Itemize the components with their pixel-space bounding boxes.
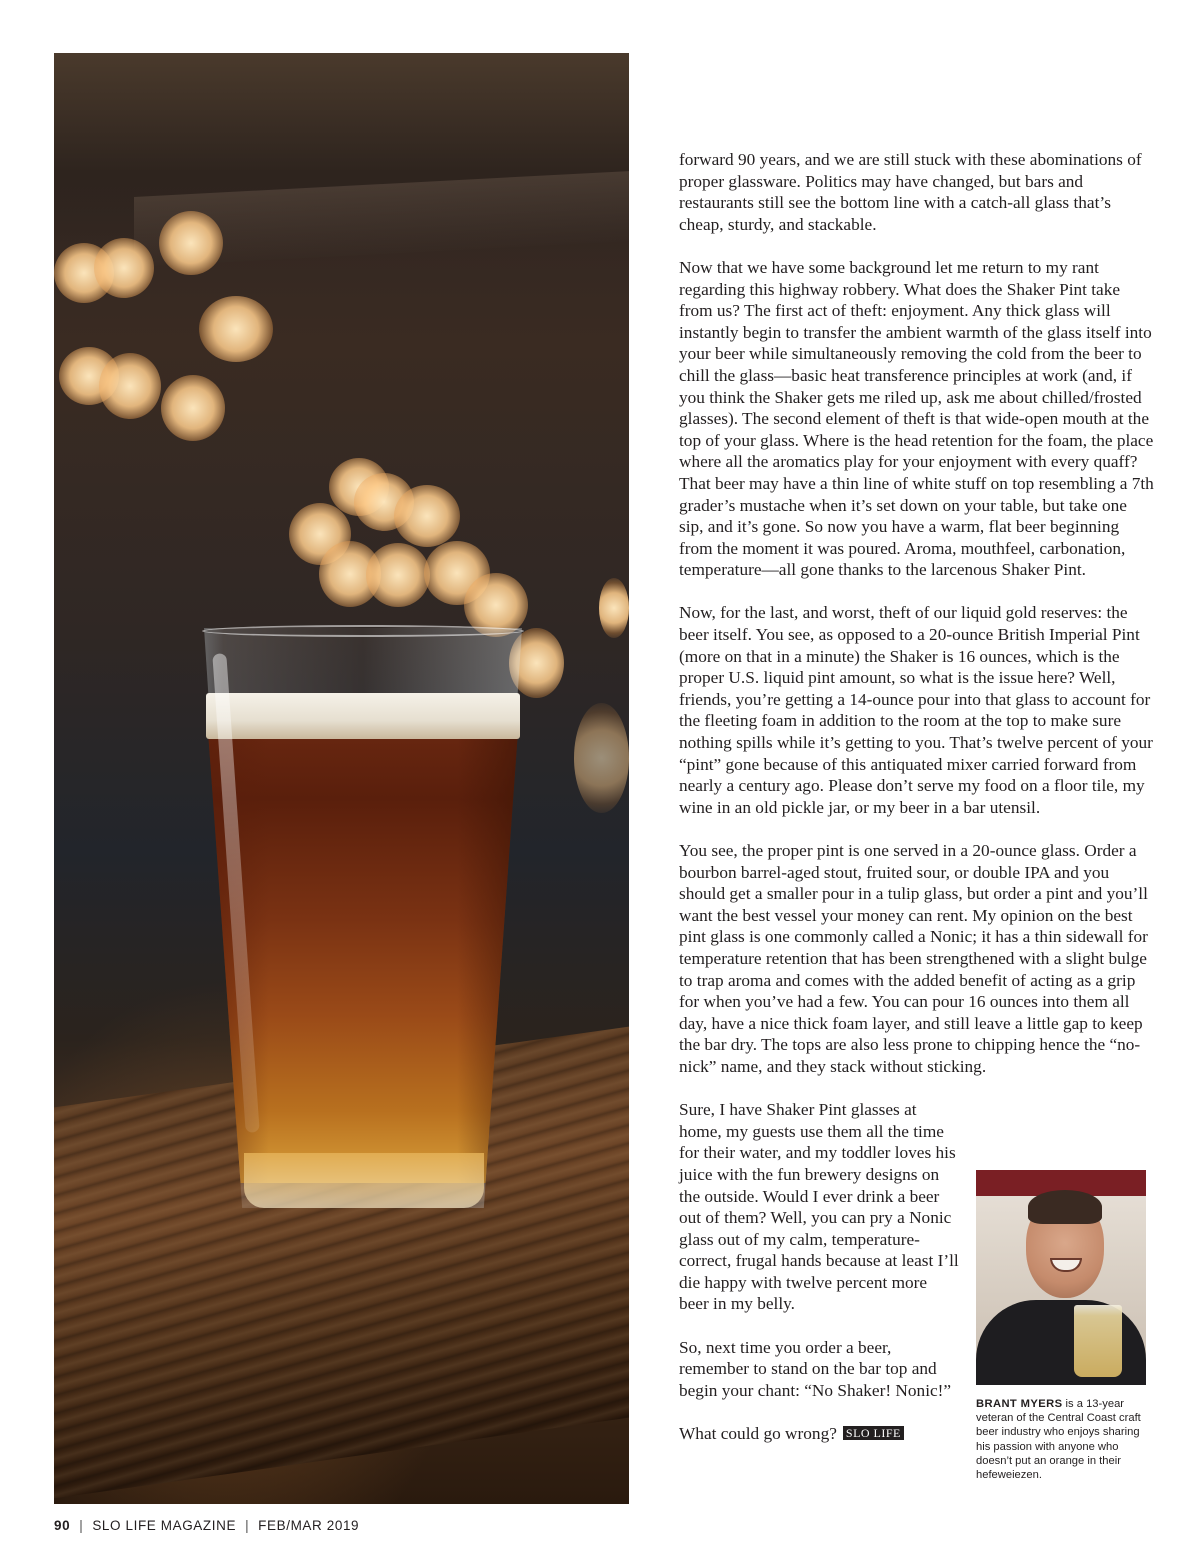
closing-text: What could go wrong?	[679, 1424, 837, 1444]
bokeh-light	[161, 375, 225, 441]
author-beer-glass	[1074, 1305, 1122, 1377]
slo-life-end-mark: SLO LIFE	[843, 1426, 904, 1440]
article-paragraph: So, next time you order a beer, remember to stand on the bar top and begin your chant: “No Shaker! Nonic!”	[679, 1337, 952, 1400]
glass-base	[244, 1153, 484, 1208]
bokeh-light	[574, 703, 629, 813]
bokeh-light	[394, 485, 460, 547]
page-footer	[54, 1518, 359, 1533]
author-hair	[1028, 1190, 1102, 1224]
beer-foam	[206, 693, 520, 739]
bokeh-light	[366, 543, 430, 607]
bokeh-light	[94, 238, 154, 298]
bokeh-light	[599, 578, 629, 638]
article-paragraph: forward 90 years, and we are still stuck with these abominations of proper glassware. Politics may have changed, but bars and restaurants still see the bottom line with a catch-all glass that’s cheap, sturdy, and stackable.	[679, 150, 1142, 234]
issue-date: FEB/MAR 2019	[258, 1518, 360, 1533]
page-number: 90	[54, 1518, 71, 1533]
magazine-name: SLO LIFE MAGAZINE	[92, 1518, 237, 1533]
author-bio-text: is a 13-year veteran of the Central Coast craft beer industry who enjoys sharing his passion with anyone who doesn’t put an orange in their hefeweiezen.	[976, 1398, 1141, 1482]
footer-separator: |	[245, 1518, 250, 1533]
author-name: BRANT MYERS	[976, 1398, 1063, 1410]
article-closing-line	[679, 1423, 959, 1445]
glass-rim	[202, 625, 524, 637]
footer-separator: |	[79, 1518, 84, 1533]
article-paragraph: You see, the proper pint is one served in a 20-ounce glass. Order a bourbon barrel-aged stout, fruited sour, or double IPA and you should get a smaller pour in a tulip glass, but order a pint and you’ll want the best vessel your money can rent. My opinion on the best pint glass is one commonly called a Nonic; it has a thin sidewall for temperature retention that has been strengthened with a slight bulge to trap aroma and comes with the added benefit of acting as a grip for when you’ve had a few. You can pour 16 ounces into them all day, have a nice thick foam layer, and still leave a little gap to keep the bar dry. The tops are also less prone to chipping hence the “no-nick” name, and they stack without sticking.	[679, 841, 1148, 1076]
article-paragraph: Now, for the last, and worst, theft of our liquid gold reserves: the beer itself. You see, as opposed to a 20-ounce British Imperial Pint (more on that in a minute) the Shaker is 16 ounces, which is the proper U.S. liquid pint amount, so what is the issue here? Well, friends, you’re getting a 14-ounce pour into that glass to account for the fleeting foam in addition to the room at the top to make sure nothing spills while it’s getting to you. That’s twelve percent of your “pint” gone because of this antiquated mixer carried forward from nearly a century ago. Please don’t serve my food on a floor tile, my wine in an old pickle jar, or my beer in a bar utensil.	[679, 603, 1153, 817]
bokeh-light	[99, 353, 161, 419]
hero-photo-beer-glass	[54, 53, 629, 1504]
bokeh-light	[199, 296, 273, 362]
article-paragraph: Sure, I have Shaker Pint glasses at home, my guests use them all the time for their water, and my toddler loves his juice with the fun brewery designs on the outside. Would I ever drink a beer out of them? Well, you can pry a Nonic glass out of my calm, temperature-correct, frugal hands because at least I’ll die happy with twelve percent more beer in my belly.	[679, 1100, 959, 1314]
article-paragraph: Now that we have some background let me return to my rant regarding this highway robbery. What does the Shaker Pint take from us? The first act of theft: enjoyment. Any thick glass will instantly begin to transfer the ambient warmth of the glass itself into your beer while simultaneously removing the cold from the beer to chill the glass—basic heat transference principles at work (and, if you think the Shaker gets me riled up, ask me about chilled/frosted glasses). The second element of theft is that wide-open mouth at the top of your glass. Where is the head retention for the foam, the place where all the aromatics play for your enjoyment with every quaff? That beer may have a thin line of white stuff on top resembling a 7th grader’s mustache when it’s set down on your table, but take one sip, and it’s gone. So now you have a warm, flat beer beginning from the moment it was poured. Aroma, mouthfeel, carbonation, temperature—all gone thanks to the larcenous Shaker Pint.	[679, 257, 1154, 580]
author-bio	[976, 1397, 1156, 1482]
bokeh-light	[159, 211, 223, 275]
author-photo	[976, 1170, 1146, 1385]
